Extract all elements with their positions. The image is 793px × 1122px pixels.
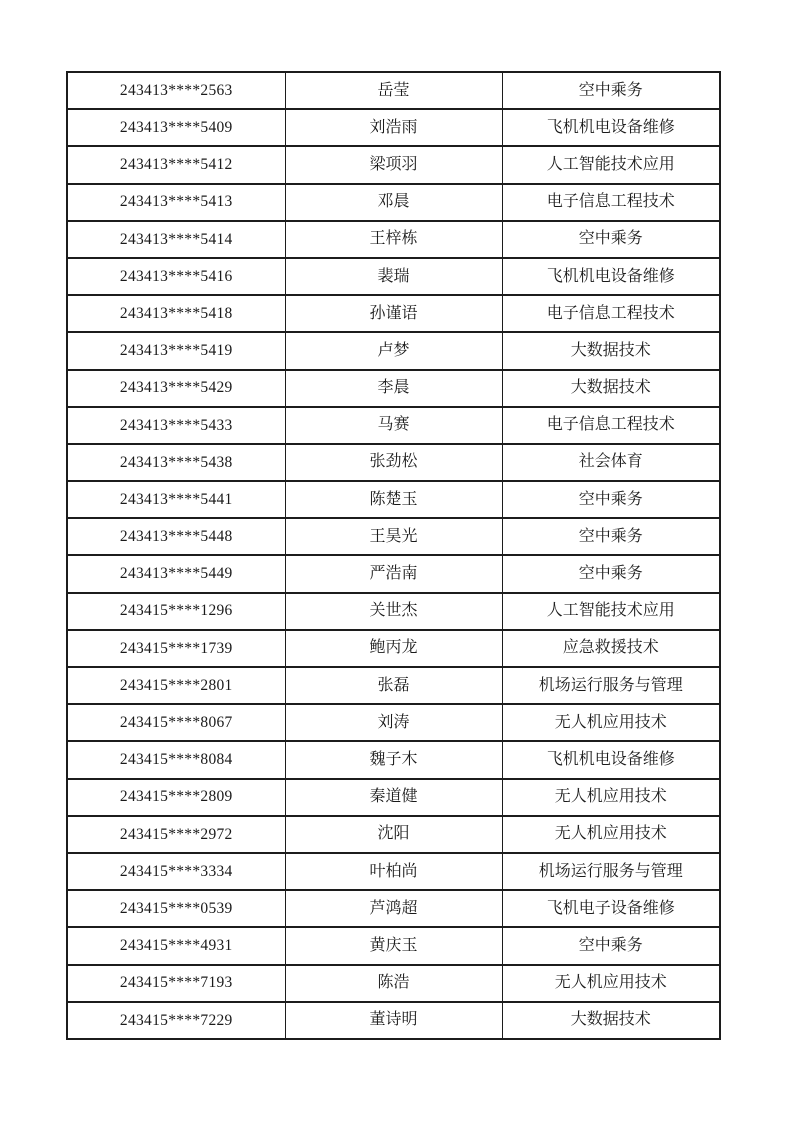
candidate-major-cell: 飞机电子设备维修 (502, 890, 720, 927)
table-row (67, 481, 720, 518)
candidate-name-cell: 李晨 (285, 370, 502, 407)
table-row (67, 258, 720, 295)
candidate-major-cell: 人工智能技术应用 (502, 593, 720, 630)
candidate-name-cell: 卢梦 (285, 332, 502, 369)
candidate-name-cell: 芦鸿超 (285, 890, 502, 927)
candidate-id-cell: 243415****7229 (67, 1002, 285, 1039)
candidate-id-cell: 243413****5438 (67, 444, 285, 481)
candidate-major-cell: 人工智能技术应用 (502, 146, 720, 183)
candidate-name-cell: 关世杰 (285, 593, 502, 630)
candidate-id-cell: 243413****5449 (67, 555, 285, 592)
candidate-major-cell: 无人机应用技术 (502, 779, 720, 816)
table-row (67, 704, 720, 741)
candidate-id-cell: 243415****4931 (67, 927, 285, 964)
candidate-id-cell: 243415****1739 (67, 630, 285, 667)
candidate-major-cell: 空中乘务 (502, 221, 720, 258)
table-row (67, 927, 720, 964)
candidate-name-cell: 孙谨语 (285, 295, 502, 332)
candidate-id-cell: 243413****5414 (67, 221, 285, 258)
candidate-id-cell: 243413****5441 (67, 481, 285, 518)
candidate-name-cell: 邓晨 (285, 184, 502, 221)
candidate-major-cell: 无人机应用技术 (502, 965, 720, 1002)
candidate-major-cell: 社会体育 (502, 444, 720, 481)
candidate-major-cell: 电子信息工程技术 (502, 295, 720, 332)
table-row (67, 109, 720, 146)
roster-table-body (67, 72, 720, 1039)
table-row (67, 593, 720, 630)
table-row (67, 853, 720, 890)
candidate-major-cell: 空中乘务 (502, 72, 720, 109)
candidate-name-cell: 王昊光 (285, 518, 502, 555)
candidate-id-cell: 243413****5409 (67, 109, 285, 146)
candidate-major-cell: 无人机应用技术 (502, 816, 720, 853)
candidate-id-cell: 243415****8084 (67, 741, 285, 778)
candidate-id-cell: 243413****5412 (67, 146, 285, 183)
candidate-major-cell: 大数据技术 (502, 1002, 720, 1039)
table-row (67, 1002, 720, 1039)
candidate-major-cell: 飞机机电设备维修 (502, 258, 720, 295)
candidate-id-cell: 243413****5413 (67, 184, 285, 221)
candidate-major-cell: 机场运行服务与管理 (502, 853, 720, 890)
candidate-id-cell: 243413****5448 (67, 518, 285, 555)
candidate-roster-table (66, 71, 721, 1040)
candidate-name-cell: 陈浩 (285, 965, 502, 1002)
table-row (67, 741, 720, 778)
candidate-id-cell: 243413****5419 (67, 332, 285, 369)
candidate-major-cell: 空中乘务 (502, 481, 720, 518)
table-row (67, 407, 720, 444)
candidate-name-cell: 秦道健 (285, 779, 502, 816)
candidate-name-cell: 张劲松 (285, 444, 502, 481)
candidate-id-cell: 243415****3334 (67, 853, 285, 890)
candidate-name-cell: 刘涛 (285, 704, 502, 741)
table-row (67, 630, 720, 667)
candidate-id-cell: 243415****2801 (67, 667, 285, 704)
table-row (67, 518, 720, 555)
table-row (67, 295, 720, 332)
candidate-id-cell: 243415****1296 (67, 593, 285, 630)
table-row (67, 965, 720, 1002)
candidate-name-cell: 黄庆玉 (285, 927, 502, 964)
candidate-major-cell: 飞机机电设备维修 (502, 109, 720, 146)
candidate-name-cell: 张磊 (285, 667, 502, 704)
table-row (67, 184, 720, 221)
candidate-major-cell: 空中乘务 (502, 518, 720, 555)
candidate-id-cell: 243413****5433 (67, 407, 285, 444)
candidate-name-cell: 马赛 (285, 407, 502, 444)
candidate-major-cell: 飞机机电设备维修 (502, 741, 720, 778)
candidate-id-cell: 243415****2972 (67, 816, 285, 853)
candidate-id-cell: 243415****7193 (67, 965, 285, 1002)
table-row (67, 146, 720, 183)
candidate-id-cell: 243413****5418 (67, 295, 285, 332)
candidate-major-cell: 空中乘务 (502, 927, 720, 964)
candidate-id-cell: 243415****8067 (67, 704, 285, 741)
candidate-id-cell: 243413****2563 (67, 72, 285, 109)
table-row (67, 890, 720, 927)
candidate-major-cell: 机场运行服务与管理 (502, 667, 720, 704)
table-row (67, 444, 720, 481)
candidate-major-cell: 无人机应用技术 (502, 704, 720, 741)
table-row (67, 555, 720, 592)
candidate-name-cell: 梁项羽 (285, 146, 502, 183)
table-row (67, 221, 720, 258)
candidate-name-cell: 鲍丙龙 (285, 630, 502, 667)
candidate-name-cell: 裴瑞 (285, 258, 502, 295)
candidate-id-cell: 243415****2809 (67, 779, 285, 816)
table-row (67, 816, 720, 853)
candidate-major-cell: 空中乘务 (502, 555, 720, 592)
table-row (67, 72, 720, 109)
candidate-id-cell: 243415****0539 (67, 890, 285, 927)
candidate-major-cell: 应急救援技术 (502, 630, 720, 667)
table-row (67, 779, 720, 816)
candidate-name-cell: 魏子木 (285, 741, 502, 778)
candidate-name-cell: 刘浩雨 (285, 109, 502, 146)
table-row (67, 332, 720, 369)
candidate-name-cell: 陈楚玉 (285, 481, 502, 518)
candidate-name-cell: 王梓栋 (285, 221, 502, 258)
candidate-name-cell: 董诗明 (285, 1002, 502, 1039)
candidate-major-cell: 电子信息工程技术 (502, 184, 720, 221)
candidate-id-cell: 243413****5429 (67, 370, 285, 407)
candidate-name-cell: 叶柏尚 (285, 853, 502, 890)
candidate-name-cell: 沈阳 (285, 816, 502, 853)
candidate-major-cell: 大数据技术 (502, 370, 720, 407)
candidate-major-cell: 大数据技术 (502, 332, 720, 369)
candidate-id-cell: 243413****5416 (67, 258, 285, 295)
candidate-name-cell: 岳莹 (285, 72, 502, 109)
candidate-name-cell: 严浩南 (285, 555, 502, 592)
table-row (67, 667, 720, 704)
candidate-major-cell: 电子信息工程技术 (502, 407, 720, 444)
table-row (67, 370, 720, 407)
